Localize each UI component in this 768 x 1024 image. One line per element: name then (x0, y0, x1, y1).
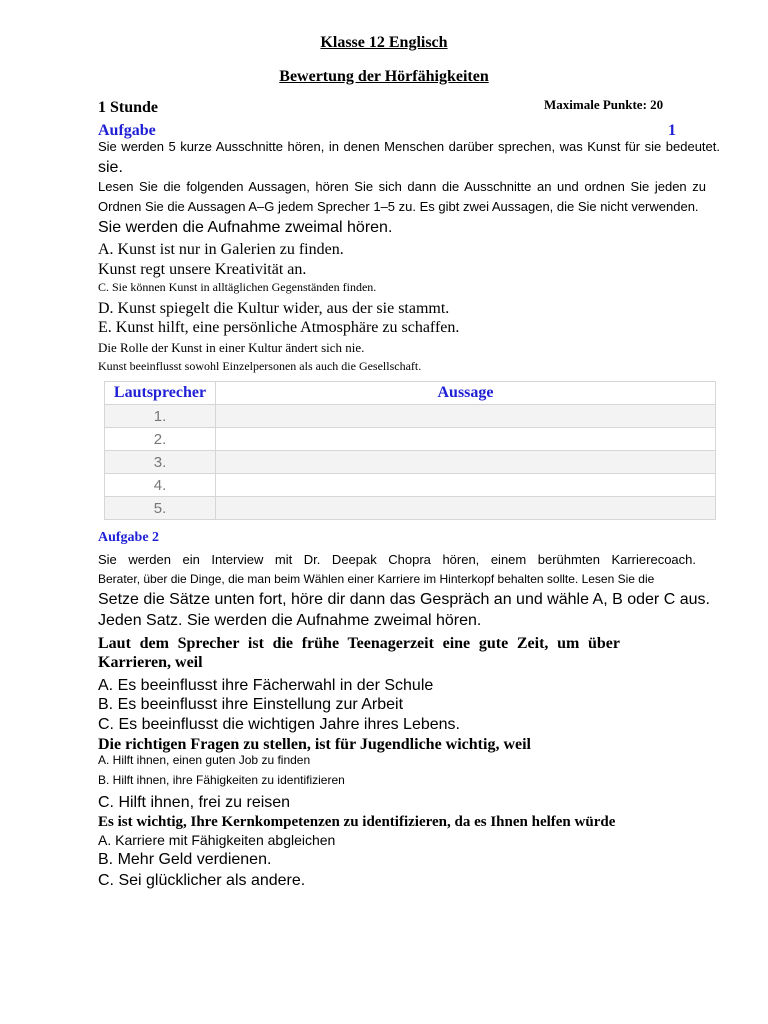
table-row (105, 451, 716, 474)
question1-option-a: A. Es beeinflusst ihre Fächerwahl in der Schule (98, 677, 434, 694)
speaker-number: 1. (105, 405, 216, 428)
question1-line1: Laut dem Sprecher ist die frühe Teenagerzeit eine gute Zeit, um über (98, 635, 620, 652)
column-header-statement: Aussage (216, 382, 716, 405)
duration-label: 1 Stunde (98, 99, 159, 116)
page-title: Klasse 12 Englisch (320, 34, 448, 51)
task2-heading: Aufgabe 2 (98, 530, 160, 545)
task2-intro-line2: Berater, über die Dinge, die man beim Wählen einer Karriere im Hinterkopf behalten sollte. Lesen Sie die (98, 572, 655, 586)
column-header-speaker: Lautsprecher (105, 382, 216, 405)
question3-option-c: C. Sei glücklicher als andere. (98, 872, 306, 889)
task2-intro-line4: Jeden Satz. Sie werden die Aufnahme zweimal hören. (98, 612, 482, 629)
table-row (105, 497, 716, 520)
question1-option-c: C. Es beeinflusst die wichtigen Jahre ihres Lebens. (98, 716, 460, 733)
max-points-label: Maximale Punkte: 20 (544, 97, 664, 112)
table-row (105, 474, 716, 497)
answer-cell[interactable] (216, 474, 716, 497)
statement-d: D. Kunst spiegelt die Kultur wider, aus der sie stammt. (98, 300, 450, 317)
task1-instr-line2: Ordnen Sie die Aussagen A–G jedem Sprecher 1–5 zu. Es gibt zwei Aussagen, die Sie nicht verwenden. (98, 199, 699, 214)
statement-g: Kunst beeinflusst sowohl Einzelpersonen als auch die Gesellschaft. (98, 359, 422, 373)
task1-intro-line1: Sie werden 5 kurze Ausschnitte hören, in denen Menschen darüber sprechen, was Kunst für sie bedeutet. (98, 139, 720, 154)
task1-instr-line1: Lesen Sie die folgenden Aussagen, hören Sie sich dann die Ausschnitte an und ordnen Sie jeden zu (98, 179, 706, 194)
answer-table (104, 381, 716, 520)
question1-option-b: B. Es beeinflusst ihre Einstellung zur Arbeit (98, 696, 404, 713)
statement-a: A. Kunst ist nur in Galerien zu finden. (98, 241, 344, 258)
question2-option-c: C. Hilft ihnen, frei zu reisen (98, 794, 291, 811)
answer-cell[interactable] (216, 428, 716, 451)
question1-line2: Karrieren, weil (98, 654, 203, 671)
task1-intro-line2: sie. (98, 159, 123, 176)
question3-option-b: B. Mehr Geld verdienen. (98, 851, 272, 868)
speaker-number: 5. (105, 497, 216, 520)
answer-cell[interactable] (216, 451, 716, 474)
task2-intro-line1: Sie werden ein Interview mit Dr. Deepak Chopra hören, einem berühmten Karrierecoach. (98, 552, 696, 567)
question2-option-a: A. Hilft ihnen, einen guten Job zu finden (98, 753, 311, 767)
question3: Es ist wichtig, Ihre Kernkompetenzen zu identifizieren, da es Ihnen helfen würde (98, 814, 616, 830)
question3-option-a: A. Karriere mit Fähigkeiten abgleichen (98, 832, 336, 848)
table-row (105, 405, 716, 428)
answer-cell[interactable] (216, 405, 716, 428)
speaker-number: 2. (105, 428, 216, 451)
task1-heading: Aufgabe (98, 122, 156, 139)
task2-intro-line3: Setze die Sätze unten fort, höre dir dann das Gespräch an und wähle A, B oder C aus. (98, 591, 710, 608)
statement-f: Die Rolle der Kunst in einer Kultur ändert sich nie. (98, 340, 365, 355)
statement-e: E. Kunst hilft, eine persönliche Atmosphäre zu schaffen. (98, 319, 460, 336)
statement-b: Kunst regt unsere Kreativität an. (98, 261, 307, 278)
task1-number: 1 (668, 122, 676, 139)
speaker-number: 3. (105, 451, 216, 474)
answer-cell[interactable] (216, 497, 716, 520)
speaker-number: 4. (105, 474, 216, 497)
table-row (105, 428, 716, 451)
task1-play-twice: Sie werden die Aufnahme zweimal hören. (98, 219, 393, 236)
statement-c: C. Sie können Kunst in alltäglichen Gegenständen finden. (98, 280, 377, 294)
question2-option-b: B. Hilft ihnen, ihre Fähigkeiten zu identifizieren (98, 773, 345, 787)
answer-table-header (105, 382, 716, 405)
page-subtitle: Bewertung der Hörfähigkeiten (279, 68, 489, 85)
question2: Die richtigen Fragen zu stellen, ist für Jugendliche wichtig, weil (98, 736, 531, 753)
